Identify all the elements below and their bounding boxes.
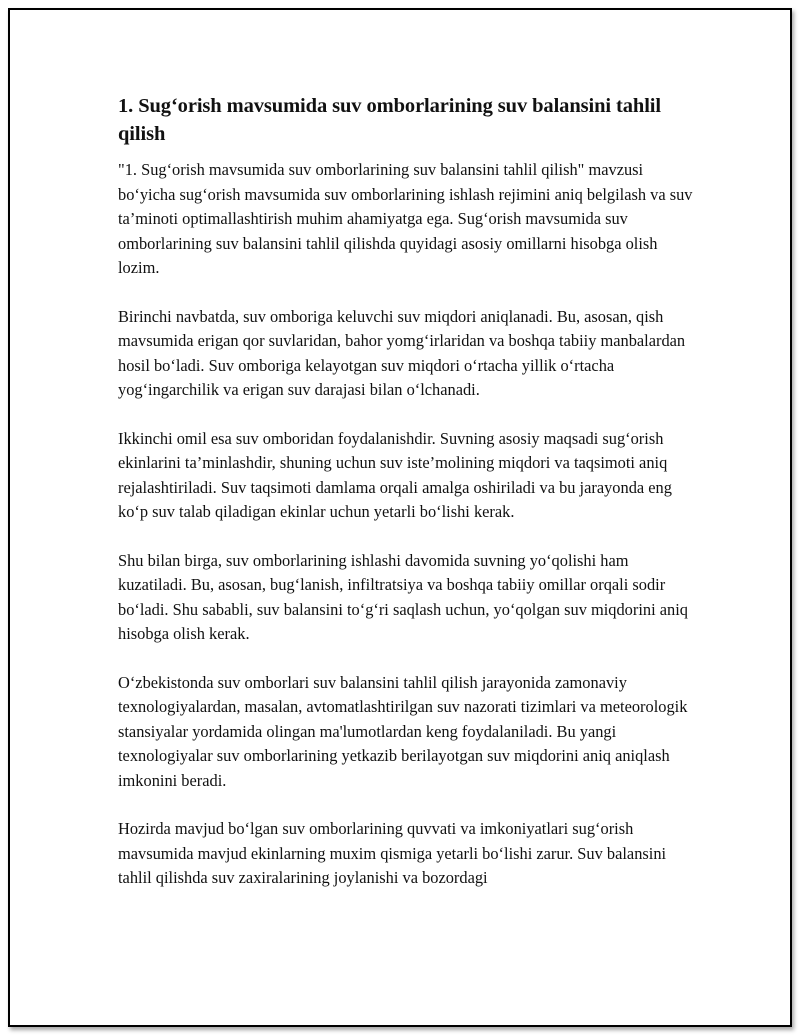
paragraph-capacity: Hozirda mavjud bo‘lgan suv omborlarining quvvati va imkoniyatlari sug‘orish mavsumida mavjud ekinlarning muxim qismiga yetarli bo‘lishi zarur. Suv balansini tahlil qilishda suv zaxiralarining joylanishi va bozordagi: [118, 819, 667, 887]
document-body: [118, 92, 698, 915]
paragraph-losses: Shu bilan birga, suv omborlarining ishlashi davomida suvning yo‘qolishi ham kuzatiladi. Bu, asosan, bug‘lanish, infiltratsiya va boshqa tabiiy omillar orqali sodir bo‘ladi. Shu sababli, suv balansini to‘g‘ri saqlash uchun, yo‘qolgan suv miqdorini aniq hisobga olish kerak.: [118, 550, 688, 643]
paragraph-inflow: Birinchi navbatda, suv omboriga keluvchi suv miqdori aniqlanadi. Bu, asosan, qish mavsumida erigan qor suvlaridan, bahor yomg‘irlaridan va boshqa tabiiy manbalardan hosil bo‘ladi. Suv omboriga kelayotgan suv miqdori o‘rtacha yillik o‘rtacha yog‘ingarchilik va erigan suv darajasi bilan o‘lchanadi.: [118, 306, 686, 399]
paragraph-intro: "1. Sug‘orish mavsumida suv omborlarining suv balansini tahlil qilish" mavzusi bo‘yicha sug‘orish mavsumida suv omborlarining ishlash rejimini aniq belgilash va suv ta’minoti optimallashtirish muhim ahamiyatga ega. Sug‘orish mavsumida suv omborlarining suv balansini tahlil qilishda quyidagi asosiy omillarni hisobga olish lozim.: [118, 160, 693, 277]
paragraph-usage: Ikkinchi omil esa suv omboridan foydalanishdir. Suvning asosiy maqsadi sug‘orish ekinlarini ta’minlashdir, shuning uchun suv iste’molining miqdori va taqsimoti aniq rejalashtiriladi. Suv taqsimoti damlama orqali amalga oshiriladi va bu jarayonda eng ko‘p suv talab qiladigan ekinlar uchun yetarli bo‘lishi kerak.: [118, 428, 672, 521]
paragraph-technology: O‘zbekistonda suv omborlari suv balansini tahlil qilish jarayonida zamonaviy texnologiyalardan, masalan, avtomatlashtirilgan suv nazorati tizimlari va meteorologik stansiyalar yordamida olingan ma'lumotlardan keng foydalaniladi. Bu yangi texnologiyalar suv omborlarining yetkazib berilayotgan suv miqdorini aniq aniqlash imkonini beradi.: [118, 672, 688, 790]
document-page: [8, 8, 792, 1027]
section-heading: 1. Sug‘orish mavsumida suv omborlarining suv balansini tahlil qilish: [118, 95, 661, 145]
